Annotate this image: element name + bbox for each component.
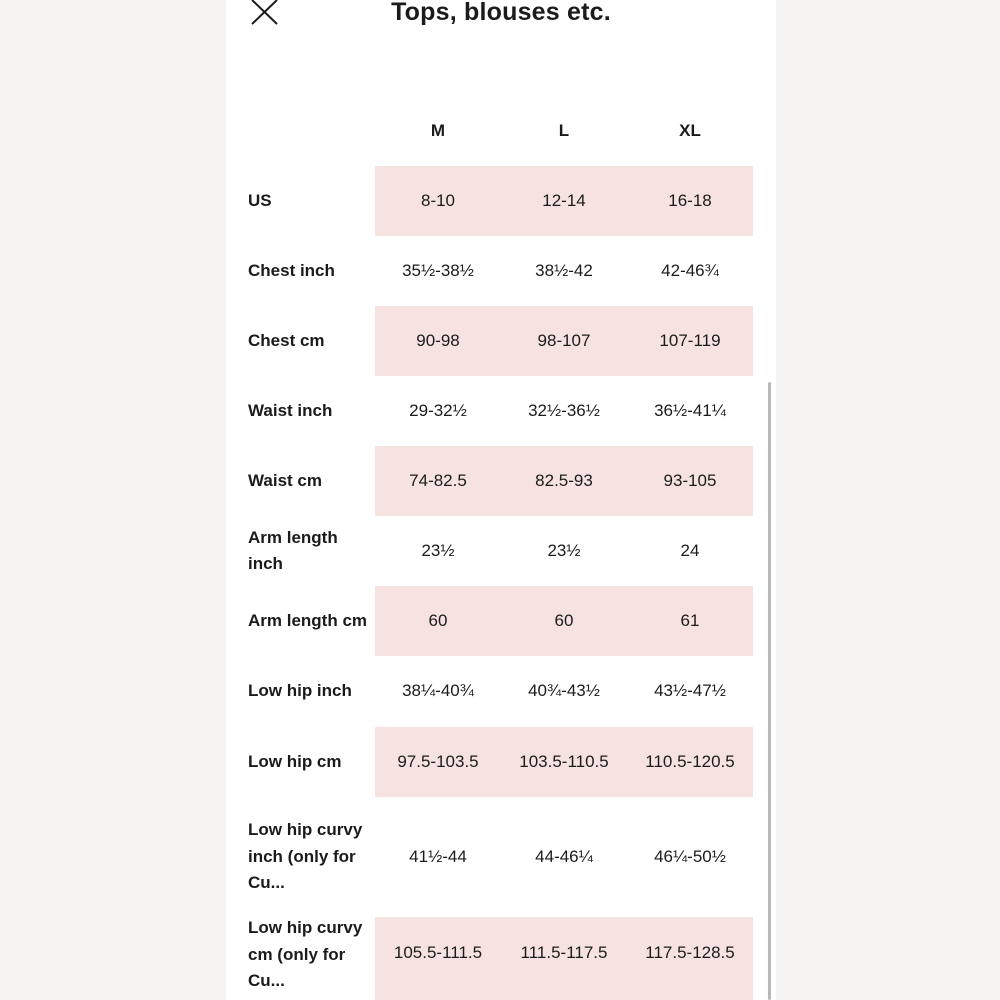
cell-m: 35½-38½ xyxy=(402,261,474,280)
cell-xl: 46¼-50½ xyxy=(654,847,726,866)
cell-xl: 42-46¾ xyxy=(661,261,719,280)
cell-xl: 93-105 xyxy=(663,471,717,490)
cell-l: 60 xyxy=(554,611,574,630)
cell-m: 41½-44 xyxy=(409,847,467,866)
column-header-l: L xyxy=(558,121,570,140)
row-label: Chest cm xyxy=(248,330,325,350)
size-guide-sheet xyxy=(226,0,776,1000)
table-row-waist-inch xyxy=(226,376,776,446)
cell-m: 8-10 xyxy=(420,191,456,210)
cell-m: 38¼-40¾ xyxy=(402,681,474,700)
table-row-low-hip-cm xyxy=(226,727,776,797)
cell-l: 40¾-43½ xyxy=(528,681,600,700)
cell-l: 38½-42 xyxy=(535,261,593,280)
cell-xl: 61 xyxy=(680,611,700,630)
cell-xl: 24 xyxy=(680,541,700,560)
column-header-xl: XL xyxy=(679,121,701,140)
row-label: Chest inch xyxy=(248,260,335,280)
table-row-chest-cm xyxy=(226,306,776,376)
column-header-m: M xyxy=(430,121,446,140)
cell-l: 32½-36½ xyxy=(528,401,600,420)
cell-l: 82.5-93 xyxy=(535,471,593,490)
table-row-chest-inch xyxy=(226,236,776,306)
table-row-low-hip-inch xyxy=(226,656,776,726)
scrollbar[interactable] xyxy=(766,382,772,1000)
cell-l: 44-46¼ xyxy=(535,847,593,866)
row-label: Arm length cm xyxy=(248,610,368,630)
scrollbar-thumb[interactable] xyxy=(768,382,771,1000)
cell-xl: 117.5-128.5 xyxy=(645,943,735,962)
row-label: Waist cm xyxy=(248,470,323,490)
cell-m: 29-32½ xyxy=(409,401,467,420)
row-label: Low hip curvy inch (only for Cu... xyxy=(248,820,363,893)
cell-l: 103.5-110.5 xyxy=(519,752,609,771)
cell-l: 98-107 xyxy=(537,331,591,350)
backdrop-left xyxy=(0,0,226,1000)
cell-m: 105.5-111.5 xyxy=(393,943,483,962)
cell-xl: 36½-41¼ xyxy=(654,401,726,420)
page-title: Tops, blouses etc. xyxy=(391,0,611,26)
table-row-waist-cm xyxy=(226,446,776,516)
table-row-low-hip-curvy-inch xyxy=(226,797,776,917)
row-label: Low hip inch xyxy=(248,680,352,700)
cell-xl: 16-18 xyxy=(668,191,712,210)
cell-xl: 110.5-120.5 xyxy=(645,752,735,771)
cell-m: 60 xyxy=(428,611,448,630)
cell-l: 111.5-117.5 xyxy=(520,943,608,962)
row-label: Waist inch xyxy=(248,400,333,420)
row-label: US xyxy=(248,190,272,210)
cell-xl: 43½-47½ xyxy=(654,681,726,700)
cell-m: 90-98 xyxy=(416,331,460,350)
row-label: Low hip cm xyxy=(248,751,342,771)
table-row-arm-length-cm xyxy=(226,586,776,656)
row-label: Low hip curvy cm (only for Cu... xyxy=(248,918,363,990)
cell-m: 23½ xyxy=(421,541,455,560)
backdrop-right xyxy=(776,0,1000,1000)
table-row-low-hip-curvy-cm xyxy=(226,917,776,1000)
table-row-us xyxy=(226,166,776,236)
cell-xl: 107-119 xyxy=(659,331,721,350)
cell-l: 12-14 xyxy=(542,191,586,210)
table-row-arm-length-inch xyxy=(226,516,776,586)
cell-l: 23½ xyxy=(547,541,581,560)
cell-m: 74-82.5 xyxy=(409,471,467,490)
cell-m: 97.5-103.5 xyxy=(397,752,479,771)
row-label: Arm length inch xyxy=(248,527,338,573)
